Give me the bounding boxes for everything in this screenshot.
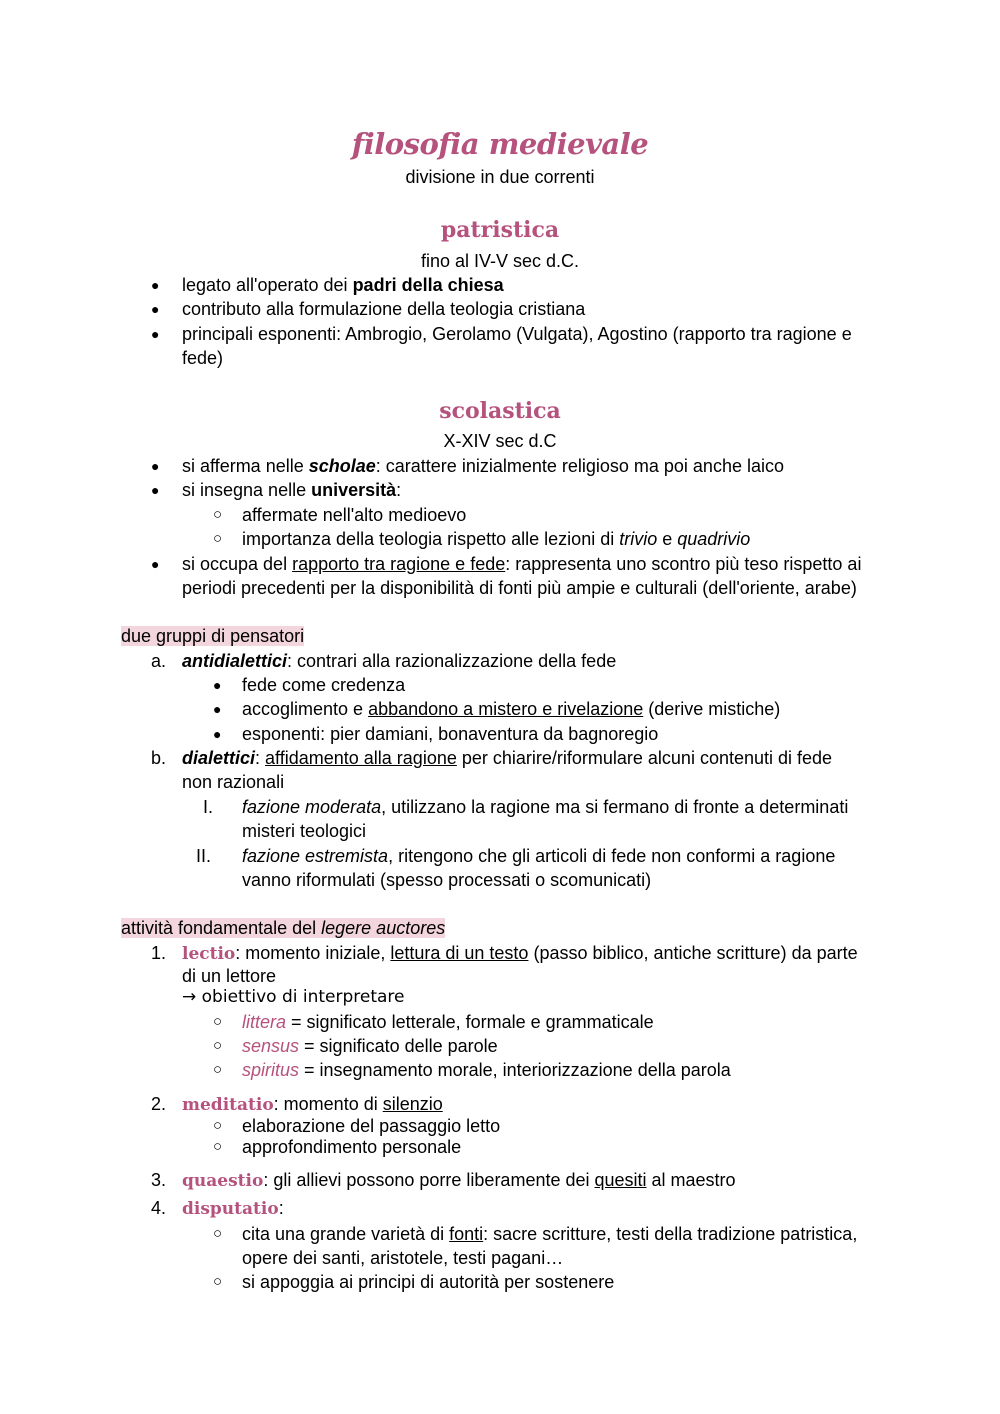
bullet-marker: ●	[213, 701, 222, 717]
circle-marker: ○	[213, 1037, 223, 1054]
item-dialettici: dialettici: affidamento alla ragione per chiarire/riformulare alcuni contenuti di fede	[182, 748, 833, 768]
bullet-marker: ●	[151, 458, 160, 474]
page-title: filosofia medievale	[351, 127, 649, 161]
patristica-bullet-3: principali esponenti: Ambrogio, Gerolamo (Vulgata), Agostino (rapporto tra ragione e	[182, 324, 852, 344]
circle-marker: ○	[213, 1225, 223, 1242]
patristica-bullet-1: legato all'operato dei padri della chiesa	[182, 275, 504, 295]
scolastica-sub-1: affermate nell'alto medioevo	[242, 505, 467, 525]
item-meditatio: meditatio: momento di silenzio	[182, 1094, 443, 1115]
list-marker-roman-2: II.	[196, 846, 212, 866]
scolastica-period: X-XIV sec d.C	[443, 431, 557, 451]
list-marker-1: 1.	[151, 943, 167, 963]
scolastica-bullet-3-cont: periodi precedenti per la disponibilità di fonti più ampie e culturali (dell'oriente, arabe)	[182, 578, 857, 598]
heading-attivita: attività fondamentale del legere auctores	[121, 918, 446, 938]
circle-marker: ○	[213, 1061, 223, 1078]
list-marker-3: 3.	[151, 1170, 167, 1190]
disputatio-sub-1-cont: opere dei santi, aristotele, testi pagani…	[242, 1248, 564, 1268]
antidialettici-sub-1: fede come credenza	[242, 675, 406, 695]
scolastica-sub-2: importanza della teologia rispetto alle lezioni di trivio e quadrivio	[242, 529, 751, 549]
patristica-bullet-3-cont: fede)	[182, 348, 224, 368]
heading-due-gruppi: due gruppi di pensatori	[121, 626, 305, 646]
list-marker-4: 4.	[151, 1198, 167, 1218]
scolastica-bullet-3: si occupa del rapporto tra ragione e fede: rappresenta uno scontro più teso rispetto ai	[182, 554, 862, 574]
section-heading-patristica: patristica	[440, 217, 560, 243]
dialettici-sub-1-cont: misteri teologici	[242, 821, 367, 841]
circle-marker: ○	[213, 1117, 223, 1134]
lectio-spiritus: spiritus = insegnamento morale, interiorizzazione della parola	[242, 1060, 731, 1080]
item-dialettici-cont: non razionali	[182, 772, 285, 792]
disputatio-sub-2: si appoggia ai principi di autorità per sostenere	[242, 1272, 615, 1292]
circle-marker: ○	[213, 1138, 223, 1155]
lectio-obiettivo: → obiettivo di interpretare	[182, 987, 405, 1007]
dialettici-sub-2-cont: vanno riformulati (spesso processati o scomunicati)	[242, 870, 652, 890]
bullet-marker: ●	[151, 556, 160, 572]
list-marker-2: 2.	[151, 1094, 167, 1114]
list-marker-b: b.	[151, 748, 167, 768]
page-subtitle: divisione in due correnti	[405, 167, 595, 187]
section-heading-scolastica: scolastica	[439, 398, 561, 424]
item-antidialettici: antidialettici: contrari alla razionalizzazione della fede	[182, 651, 617, 671]
bullet-marker: ●	[213, 726, 222, 742]
list-marker-roman-1: I.	[203, 797, 214, 817]
antidialettici-sub-2: accoglimento e abbandono a mistero e rivelazione (derive mistiche)	[242, 699, 781, 719]
scolastica-bullet-2: si insegna nelle università:	[182, 480, 402, 500]
patristica-period: fino al IV-V sec d.C.	[420, 251, 580, 271]
disputatio-sub-1: cita una grande varietà di fonti: sacre scritture, testi della tradizione patristica,	[242, 1224, 858, 1244]
circle-marker: ○	[213, 506, 223, 523]
meditatio-sub-1: elaborazione del passaggio letto	[242, 1116, 501, 1136]
lectio-sensus: sensus = significato delle parole	[242, 1036, 498, 1056]
item-quaestio: quaestio: gli allievi possono porre liberamente dei quesiti al maestro	[182, 1170, 736, 1191]
item-disputatio: disputatio:	[182, 1198, 284, 1219]
lectio-littera: littera = significato letterale, formale e grammaticale	[242, 1012, 654, 1032]
antidialettici-sub-3: esponenti: pier damiani, bonaventura da bagnoregio	[242, 724, 659, 744]
meditatio-sub-2: approfondimento personale	[242, 1137, 462, 1157]
list-marker-a: a.	[151, 651, 167, 671]
item-lectio-cont: di un lettore	[182, 966, 277, 986]
patristica-bullet-2: contributo alla formulazione della teologia cristiana	[182, 299, 586, 319]
bullet-marker: ●	[151, 277, 160, 293]
circle-marker: ○	[213, 530, 223, 547]
bullet-marker: ●	[151, 326, 160, 342]
item-lectio: lectio: momento iniziale, lettura di un testo (passo biblico, antiche scritture) da parte	[182, 943, 858, 964]
bullet-marker: ●	[151, 301, 160, 317]
dialettici-sub-1: fazione moderata, utilizzano la ragione ma si fermano di fronte a determinati	[242, 797, 849, 817]
dialettici-sub-2: fazione estremista, ritengono che gli articoli di fede non conformi a ragione	[242, 846, 836, 866]
bullet-marker: ●	[213, 677, 222, 693]
circle-marker: ○	[213, 1273, 223, 1290]
circle-marker: ○	[213, 1013, 223, 1030]
bullet-marker: ●	[151, 482, 160, 498]
scolastica-bullet-1: si afferma nelle scholae: carattere inizialmente religioso ma poi anche laico	[182, 456, 784, 476]
